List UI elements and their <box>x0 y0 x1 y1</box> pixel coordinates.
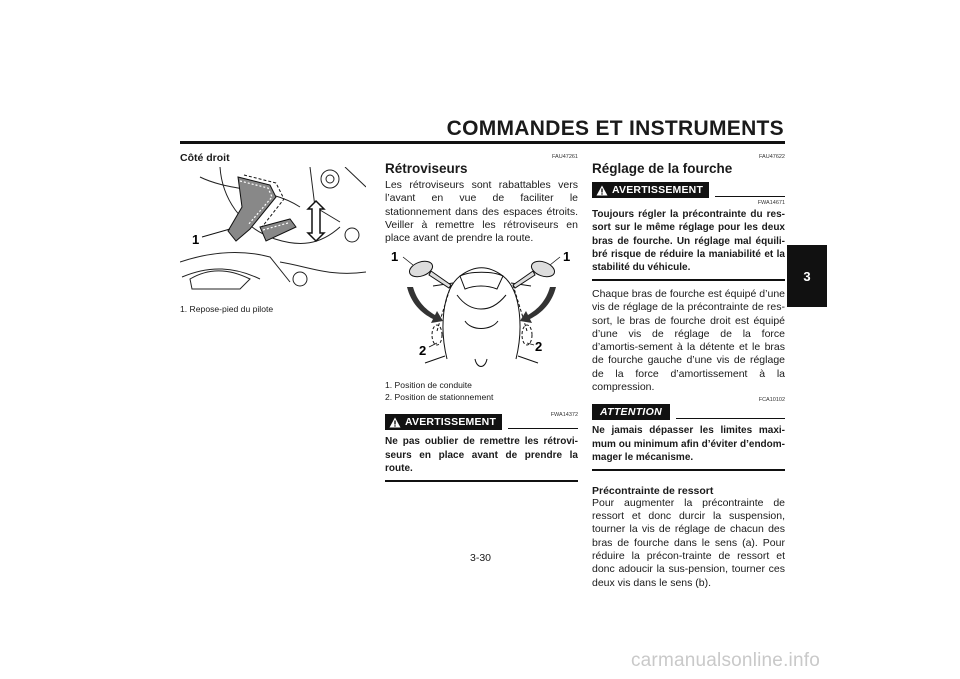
warning-end-rule <box>385 480 578 482</box>
caption-riding-position: 1. Position de conduite <box>385 380 472 391</box>
attention-rule <box>676 418 785 420</box>
caption-footrest: 1. Repose-pied du pilote <box>180 304 274 314</box>
footrest-label-1: 1 <box>192 232 200 247</box>
subhead-right-side: Côté droit <box>180 152 230 164</box>
column-footrest <box>180 148 366 315</box>
header-title: COMMANDES ET INSTRUMENTS <box>446 117 784 140</box>
attention-badge: ATTENTION <box>592 404 670 420</box>
warning-badge <box>592 182 709 198</box>
warning-triangle-icon <box>596 185 608 196</box>
subhead-spring-preload: Précontrainte de ressort <box>592 484 714 497</box>
page-number: 3-30 <box>470 552 492 564</box>
footrest-illustration <box>180 167 366 295</box>
attention-end-rule <box>592 469 785 471</box>
chapter-tab[interactable]: 3 <box>787 245 827 307</box>
warning-label: AVERTISSEMENT <box>612 184 704 196</box>
warning-label: AVERTISSEMENT <box>405 416 497 429</box>
mirror-label-2-right: 2 <box>535 339 543 355</box>
mirror-label-1-right: 1 <box>563 251 571 265</box>
code-fwa14372: FWA14372 <box>550 412 578 419</box>
warning-rule <box>508 428 578 430</box>
section-title-fork: Réglage de la fourche <box>592 161 733 176</box>
section-title-mirrors: Rétroviseurs <box>385 161 468 176</box>
warning-header-fork <box>592 182 785 198</box>
mirror-label-1-left: 1 <box>391 251 399 265</box>
header-rule <box>180 141 785 144</box>
code-fca10102: FCA10102 <box>758 397 785 404</box>
fork-paragraph: Chaque bras de fourche est équipé d’une vis de réglage de la précontrainte de res-sort, le bras de fourche droit est équipé d’une vis de réglage de la force d’amortis-sement à la détente et le bras de fourche gauche d’une vis de réglage de la force d’amortissement à la compression. <box>592 287 785 394</box>
spring-preload-paragraph: Pour augmenter la précontrainte de ressort et donc durcir la suspension, tourner la vis de réglage de chacun des bras de fourche dans le sens (a). Pour réduire la précon-trainte de ressort et donc adoucir la sus-pension, tourner ces deux vis dans le sens (b). <box>592 496 785 589</box>
attention-header <box>592 404 785 420</box>
column-mirrors <box>385 148 578 482</box>
warning-end-rule <box>592 279 785 281</box>
warning-triangle-icon <box>389 417 401 428</box>
watermark[interactable]: carmanualsonline.info <box>630 650 820 671</box>
warning-header-mirrors <box>385 414 578 430</box>
attention-text: Ne jamais dépasser les limites maxi-mum ou minimum afin d’éviter d’endom-mager le mécanisme. <box>592 425 785 463</box>
mirror-label-2-left: 2 <box>419 343 427 359</box>
warning-badge <box>385 414 502 430</box>
column-fork <box>592 148 785 590</box>
code-fwa14671: FWA14671 <box>757 200 785 206</box>
mirrors-paragraph: Les rétroviseurs sont rabattables vers l’avant en vue de faciliter le stationnement dans des espaces étroits. Veiller à remettre les rétroviseurs en place avant de prendre la route. <box>385 179 578 245</box>
warning-rule <box>715 196 785 198</box>
caption-parking-position: 2. Position de stationnement <box>385 392 494 403</box>
mirrors-illustration <box>385 251 578 379</box>
warning-text-mirrors: Ne pas oublier de remettre les rétrovi-seurs en place avant de prendre la route. <box>385 436 578 475</box>
code-fau47261: FAU47261 <box>552 154 578 160</box>
warning-text-fork: Toujours régler la précontrainte du res-sort sur le même réglage pour les deux bras de fourche. Un réglage mal équili-bré risque de réduire la maniabilité et la stabilité du véhicule. <box>592 209 785 274</box>
code-fau47622: FAU47622 <box>759 154 785 160</box>
